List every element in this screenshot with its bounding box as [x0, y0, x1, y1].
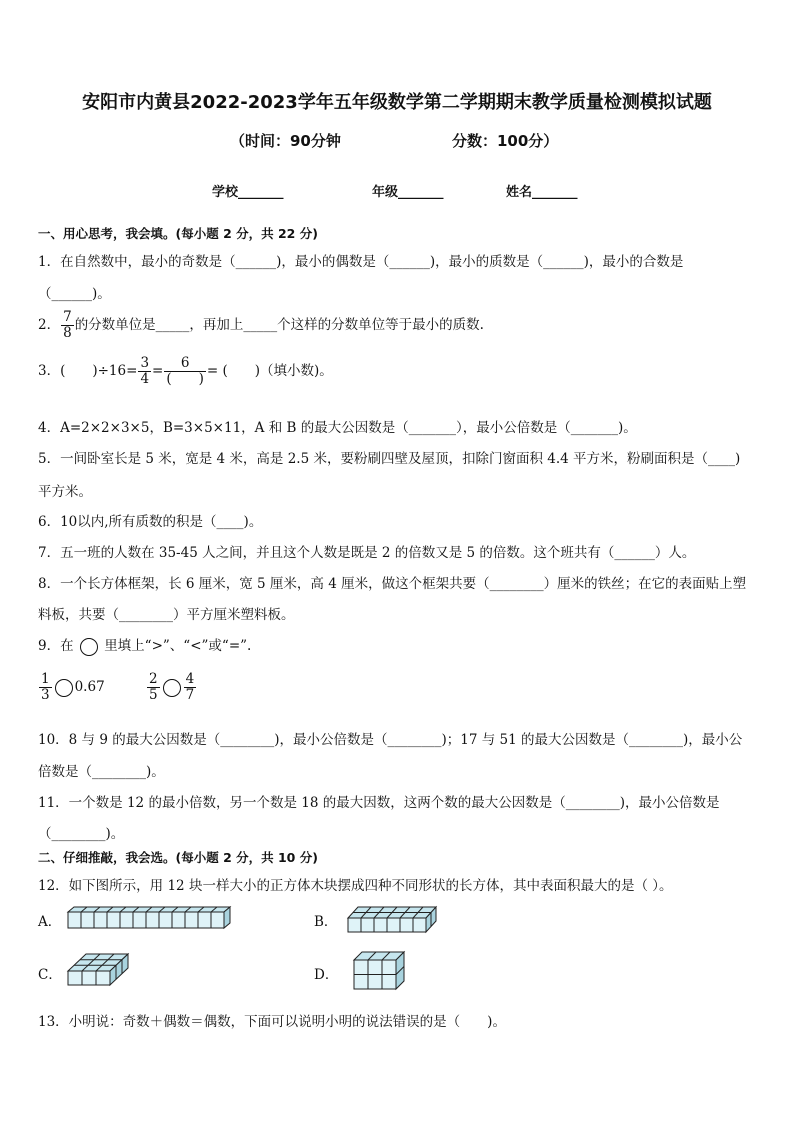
- question-12: 12．如下图所示，用 12 块一样大小的正方体木块摆成四种不同形状的长方体，其中表面积最大的是（ ）。: [38, 878, 673, 894]
- question-10-line-2: 倍数是（________)。: [38, 764, 165, 780]
- question-2-text: 的分数单位是_____，再加上_____个这样的分数单位等于最小的质数.: [74, 317, 484, 333]
- section-1-title: 一、用心思考，我会填。(每小题 2 分，共 22 分): [38, 226, 318, 241]
- question-9-text: 里填上“>”、“<”或“=”.: [104, 638, 252, 654]
- exam-score: 分数：100分）: [452, 132, 559, 150]
- fraction-numerator: 2: [149, 671, 158, 687]
- question-9-item-a: [38, 672, 105, 703]
- question-11-line-2: （________)。: [38, 826, 125, 842]
- cuboid-b-image: [344, 904, 440, 934]
- question-6: 6．10以内,所有质数的积是（____)。: [38, 514, 263, 530]
- question-8-line-1: 8．一个长方体框架，长 6 厘米，宽 5 厘米，高 4 厘米，做这个框架共要（________）厘米的铁丝；在它的表面贴上塑: [38, 576, 747, 592]
- option-b-label[interactable]: B．: [314, 914, 338, 930]
- question-1-line-1: 1．在自然数中，最小的奇数是（______)，最小的偶数是（______)，最小的质数是（______)，最小的合数是: [38, 254, 684, 270]
- option-d-label[interactable]: D．: [314, 967, 339, 983]
- fraction-3-4: [138, 356, 151, 387]
- question-2: [38, 310, 484, 341]
- cuboid-d-image: [350, 949, 408, 991]
- fraction-2-5: [147, 672, 160, 703]
- question-5-line-2: 平方米。: [38, 484, 92, 500]
- option-c-label[interactable]: C．: [38, 967, 62, 983]
- fraction-4-7: [184, 672, 197, 703]
- question-3: [38, 356, 333, 387]
- question-11-line-1: 11．一个数是 12 的最小倍数，另一个数是 18 的最大因数，这两个数的最大公因数是（________)，最小公倍数是: [38, 795, 720, 811]
- page-title: 安阳市内黄县2022-2023学年五年级数学第二学期期末教学质量检测模拟试题: [82, 92, 712, 113]
- fraction-denominator: 4: [140, 371, 150, 387]
- question-3-text: = ( )（填小数)。: [206, 363, 333, 379]
- question-10-line-1: 10．8 与 9 的最大公因数是（________)，最小公倍数是（________)；17 与 51 的最大公因数是（________)，最小公: [38, 732, 743, 748]
- question-9-prefix: 9．在: [38, 638, 74, 654]
- fraction-1-3: [39, 672, 52, 703]
- section-2-title: 二、仔细推敲，我会选。(每小题 2 分，共 10 分): [38, 850, 318, 865]
- question-3-prefix: 3．( )÷16=: [38, 363, 138, 379]
- name-field[interactable]: 姓名_______: [506, 185, 578, 200]
- fraction-numerator: 1: [41, 671, 50, 687]
- fraction-denominator: 8: [63, 325, 72, 341]
- grade-field[interactable]: 年级_______: [372, 185, 444, 200]
- question-9-item-b: [146, 672, 197, 703]
- compare-circle-icon: [80, 638, 98, 656]
- fraction-numerator: 6: [180, 355, 190, 371]
- fraction-denominator: 7: [185, 687, 195, 703]
- question-13: 13．小明说：奇数＋偶数＝偶数，下面可以说明小明的说法错误的是（ )。: [38, 1014, 506, 1030]
- exam-time: （时间：90分钟: [230, 132, 341, 150]
- fraction-numerator: 7: [63, 309, 72, 325]
- fraction-numerator: 4: [185, 671, 195, 687]
- question-1-line-2: （______)。: [38, 286, 111, 302]
- question-7: 7．五一班的人数在 35-45 人之间，并且这个人数是既是 2 的倍数又是 5 的倍数。这个班共有（______）人。: [38, 545, 696, 561]
- question-9: [38, 634, 251, 656]
- question-8-line-2: 料板，共要（________）平方厘米塑料板。: [38, 607, 295, 623]
- cuboid-c-front: [68, 971, 110, 985]
- cuboid-a-image: [64, 904, 234, 930]
- decimal-value: 0.67: [74, 679, 105, 695]
- question-2-prefix: 2．: [38, 317, 61, 333]
- equals-sign: =: [152, 363, 164, 379]
- fraction-numerator: 3: [140, 355, 150, 371]
- school-field[interactable]: 学校_______: [212, 185, 284, 200]
- question-5-line-1: 5．一间卧室长是 5 米，宽是 4 米，高是 2.5 米，要粉刷四壁及屋顶，扣除门窗面积 4.4 平方米，粉刷面积是（____): [38, 451, 741, 467]
- option-a-label[interactable]: A．: [38, 914, 62, 930]
- fraction-denominator: 5: [149, 687, 158, 703]
- fraction-7-8: [61, 310, 74, 341]
- fraction-6-blank: [164, 356, 206, 387]
- fraction-denominator: 3: [41, 687, 50, 703]
- compare-circle-icon[interactable]: [163, 679, 181, 697]
- cuboid-c-image: [64, 951, 134, 991]
- question-4: 4．A=2×2×3×5，B=3×5×11，A 和 B 的最大公因数是（_______），最小公倍数是（_______)。: [38, 420, 637, 436]
- fraction-denominator: ( ): [166, 371, 204, 387]
- compare-circle-icon[interactable]: [55, 679, 73, 697]
